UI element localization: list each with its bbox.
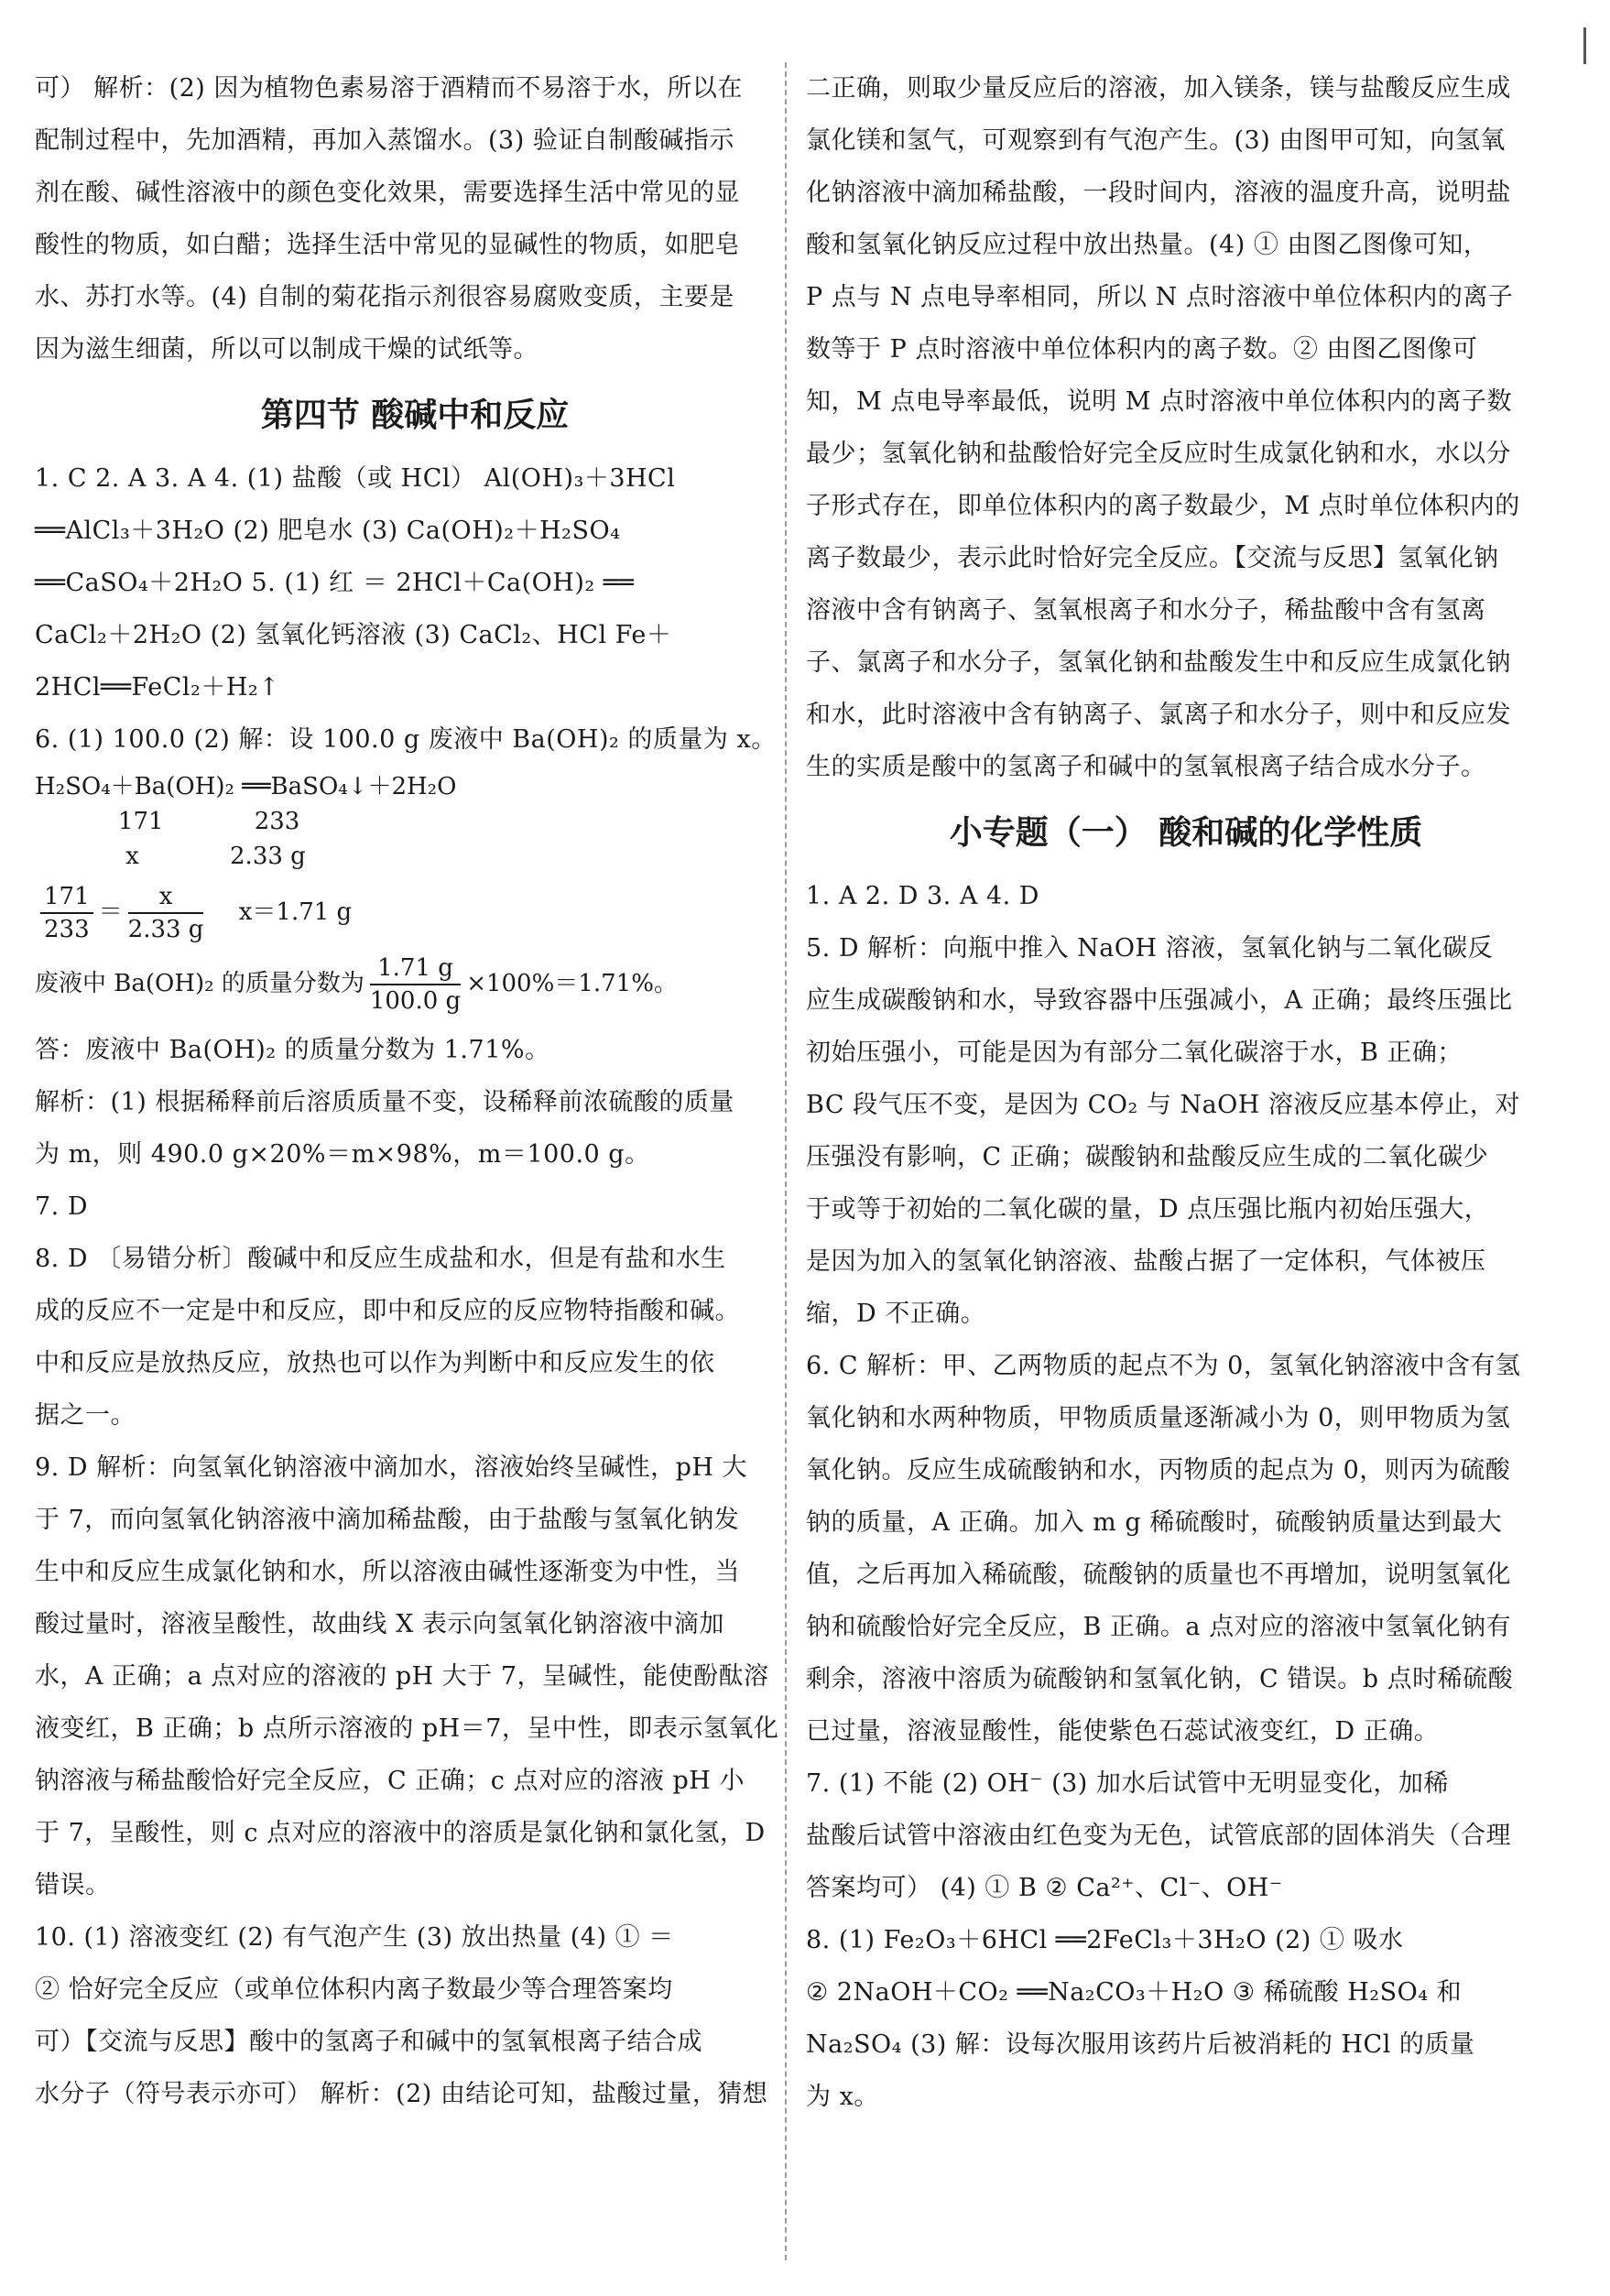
text-line: 1. A 2. D 3. A 4. D — [806, 882, 1039, 910]
text-line: 7. D — [35, 1192, 88, 1221]
text-line: 缩，D 不正确。 — [806, 1300, 986, 1328]
text-line: 值，之后再加入稀硫酸，硫酸钠的质量也不再增加，说明氢氧化 — [806, 1561, 1511, 1589]
fraction — [40, 881, 93, 945]
text-line: 2HCl══FeCl₂＋H₂↑ — [35, 673, 280, 702]
text-line: 10. (1) 溶液变红 (2) 有气泡产生 (3) 放出热量 (4) ① ＝ — [35, 1923, 674, 1952]
text-line: 剂在酸、碱性溶液中的颜色变化效果，需要选择生活中常见的显 — [35, 179, 740, 207]
text-line: CaCl₂＋2H₂O (2) 氢氧化钙溶液 (3) CaCl₂、HCl Fe＋ — [35, 621, 672, 649]
text-line: 钠溶液与稀盐酸恰好完全反应，C 正确；c 点对应的溶液 pH 小 — [35, 1767, 745, 1795]
text-line: 和水，此时溶液中含有钠离子、氯离子和水分子，则中和反应发 — [806, 701, 1511, 729]
text-line: 氯化镁和氢气，可观察到有气泡产生。(3) 由图甲可知，向氢氧 — [806, 126, 1506, 155]
text-line: 应生成碳酸钠和水，导致容器中压强减小，A 正确；最终压强比 — [806, 986, 1513, 1015]
text-line: 知，M 点电导率最低，说明 M 点时溶液中单位体积内的离子数 — [806, 387, 1513, 416]
text-line: 压强没有影响，C 正确；碳酸钠和盐酸反应生成的二氧化碳少 — [806, 1143, 1489, 1171]
text-line: 于 7，呈酸性，则 c 点对应的溶液中的溶质是氯化钠和氯化氢，D — [35, 1819, 766, 1847]
text-line: 初始压强小，可能是因为有部分二氧化碳溶于水，B 正确； — [806, 1039, 1463, 1067]
section-title: 小专题（一） 酸和碱的化学性质 — [949, 814, 1423, 852]
text-line: 8. (1) Fe₂O₃＋6HCl ══2FeCl₃＋3H₂O (2) ① 吸水 — [806, 1926, 1404, 1954]
text-line: ══CaSO₄＋2H₂O 5. (1) 红 ＝ 2HCl＋Ca(OH)₂ ══ — [35, 569, 635, 597]
text-line: 剩余，溶液中溶质为硫酸钠和氢氧化钠，C 错误。b 点时稀硫酸 — [806, 1665, 1514, 1693]
fraction — [128, 881, 204, 945]
text-line: 生的实质是酸中的氢离子和碱中的氢氧根离子结合成水分子。 — [806, 753, 1486, 781]
text-line: 是因为加入的氢氧化钠溶液、盐酸占据了一定体积，气体被压 — [806, 1247, 1486, 1276]
equation-line: 171 233 — [35, 808, 300, 835]
right-bottom-block — [806, 870, 1566, 2123]
text-line: BC 段气压不变，是因为 CO₂ 与 NaOH 溶液反应基本停止，对 — [806, 1091, 1520, 1119]
fraction-numerator: 171 — [40, 881, 93, 914]
fraction-denominator: 100.0 g — [369, 987, 462, 1015]
text-line: 最少；氢氧化钠和盐酸恰好完全反应时生成氯化钠和水，水以分 — [806, 440, 1511, 468]
text-line: 配制过程中，先加酒精，再加入蒸馏水。(3) 验证自制酸碱指示 — [35, 126, 734, 155]
text-line: 答案均可） (4) ① B ② Ca²⁺、Cl⁻、OH⁻ — [806, 1874, 1283, 1902]
chemical-equation — [35, 769, 795, 874]
text-line: 水，A 正确；a 点对应的溶液的 pH 大于 7，呈碱性，能使酚酞溶 — [35, 1662, 769, 1691]
fraction-denominator: 2.33 g — [127, 916, 204, 943]
text-line: 酸性的物质，如白醋；选择生活中常见的显碱性的物质，如肥皂 — [35, 231, 740, 259]
answers-block — [35, 452, 795, 766]
equation-line: x 2.33 g — [35, 843, 306, 870]
text-line: 6. (1) 100.0 (2) 解：设 100.0 g 废液中 Ba(OH)₂ 的质量为 x。 — [35, 725, 777, 754]
text-line: 9. D 解析：向氢氧化钠溶液中滴加水，溶液始终呈碱性，pH 大 — [35, 1453, 747, 1482]
mass-fraction-suffix: ×100%＝1.71%。 — [466, 970, 678, 997]
text-line: 液变红，B 正确；b 点所示溶液的 pH＝7，呈中性，即表示氢氧化 — [35, 1714, 779, 1743]
text-line: 酸和氢氧化钠反应过程中放出热量。(4) ① 由图乙图像可知， — [806, 231, 1489, 259]
text-line: 数等于 P 点时溶液中单位体积内的离子数。② 由图乙图像可 — [806, 335, 1478, 364]
text-line: 化钠溶液中滴加稀盐酸，一段时间内，溶液的温度升高，说明盐 — [806, 179, 1511, 207]
left-column — [35, 62, 795, 2120]
text-line: 二正确，则取少量反应后的溶液，加入镁条，镁与盐酸反应生成 — [806, 74, 1511, 103]
text-line: 可） 解析：(2) 因为植物色素易溶于酒精而不易溶于水，所以在 — [35, 74, 743, 103]
answers-block-2 — [35, 1024, 795, 2120]
text-line: 酸过量时，溶液呈酸性，故曲线 X 表示向氢氧化钠溶液中滴加 — [35, 1610, 724, 1638]
text-line: P 点与 N 点电导率相同，所以 N 点时溶液中单位体积内的离子 — [806, 283, 1514, 311]
text-line: 子形式存在，即单位体积内的离子数最少，M 点时单位体积内的 — [806, 492, 1520, 520]
text-line: 5. D 解析：向瓶中推入 NaOH 溶液，氢氧化钠与二氧化碳反 — [806, 934, 1494, 963]
text-line: 为 m，则 490.0 g×20%＝m×98%，m＝100.0 g。 — [35, 1140, 650, 1169]
text-line: 子、氯离子和水分子，氢氧化钠和盐酸发生中和反应生成氯化钠 — [806, 648, 1511, 677]
text-line: 因为滋生细菌，所以可以制成干燥的试纸等。 — [35, 335, 538, 364]
text-line: 水分子（符号表示亦可） 解析：(2) 由结论可知，盐酸过量，猜想 — [35, 2080, 768, 2108]
left-top-block — [35, 62, 795, 375]
proportion-line: $\frac{171}{233}$ ＝ $\frac{x}{2.33 g}$ x＝1.71 g — [35, 881, 795, 945]
text-line: 中和反应是放热反应，放热也可以作为判断中和反应发生的依 — [35, 1349, 715, 1377]
right-column — [806, 62, 1566, 2123]
text-line: 1. C 2. A 3. A 4. (1) 盐酸（或 HCl） Al(OH)₃＋3HCl — [35, 464, 676, 493]
text-line: 生中和反应生成氯化钠和水，所以溶液由碱性逐渐变为中性，当 — [35, 1558, 740, 1586]
text-line: Na₂SO₄ (3) 解：设每次服用该药片后被消耗的 HCl 的质量 — [806, 2030, 1475, 2059]
fraction — [370, 952, 461, 1017]
text-line: 钠和硫酸恰好完全反应，B 正确。a 点对应的溶液中氢氧化钠有 — [806, 1613, 1512, 1641]
page-edge-mark — [1583, 27, 1586, 64]
text-line: 答：废液中 Ba(OH)₂ 的质量分数为 1.71%。 — [35, 1036, 550, 1064]
text-line: ② 恰好完全反应（或单位体积内离子数最少等合理答案均 — [35, 1975, 673, 2004]
fraction-denominator: 233 — [44, 916, 90, 943]
proportion-result: x＝1.71 g — [238, 898, 353, 926]
text-line: 于或等于初始的二氧化碳的量，D 点压强比瓶内初始压强大， — [806, 1195, 1490, 1224]
text-line: ② 2NaOH＋CO₂ ══Na₂CO₃＋H₂O ③ 稀硫酸 H₂SO₄ 和 — [806, 1978, 1463, 2007]
fraction-numerator: 1.71 g — [370, 952, 461, 985]
text-line: 8. D 〔易错分析〕酸碱中和反应生成盐和水，但是有盐和水生 — [35, 1245, 726, 1273]
text-line: 氧化钠和水两种物质，甲物质质量逐渐减小为 0，则甲物质为氢 — [806, 1404, 1511, 1432]
text-line: 为 x。 — [806, 2083, 879, 2111]
text-line: 溶液中含有钠离子、氢氧根离子和水分子，稀盐酸中含有氢离 — [806, 596, 1486, 625]
text-line: 氧化钠。反应生成硫酸钠和水，丙物质的起点为 0，则丙为硫酸 — [806, 1456, 1511, 1485]
text-line: 6. C 解析：甲、乙两物质的起点不为 0，氢氧化钠溶液中含有氢 — [806, 1352, 1521, 1380]
fraction-numerator: x — [128, 881, 204, 914]
text-line: 于 7，而向氢氧化钠溶液中滴加稀盐酸，由于盐酸与氢氧化钠发 — [35, 1506, 740, 1534]
text-line: 错误。 — [35, 1871, 111, 1899]
section-title: 第四节 酸碱中和反应 — [260, 397, 570, 434]
equation-line: H₂SO₄＋Ba(OH)₂ ══BaSO₄↓＋2H₂O — [35, 773, 457, 800]
text-line: 成的反应不一定是中和反应，即中和反应的反应物特指酸和碱。 — [35, 1297, 740, 1325]
text-line: 钠的质量，A 正确。加入 m g 稀硫酸时，硫酸钠质量达到最大 — [806, 1508, 1503, 1537]
text-line: ══AlCl₃＋3H₂O (2) 肥皂水 (3) Ca(OH)₂＋H₂SO₄ — [35, 517, 621, 545]
right-top-block — [806, 62, 1566, 793]
text-line: 据之一。 — [35, 1401, 136, 1430]
text-line: 离子数最少，表示此时恰好完全反应。【交流与反思】氢氧化钠 — [806, 544, 1499, 572]
mass-fraction-prefix: 废液中 Ba(OH)₂ 的质量分数为 — [35, 970, 364, 997]
text-line: 7. (1) 不能 (2) OH⁻ (3) 加水后试管中无明显变化，加稀 — [806, 1769, 1449, 1798]
text-line: 水、苏打水等。(4) 自制的菊花指示剂很容易腐败变质，主要是 — [35, 283, 734, 311]
text-line: 盐酸后试管中溶液由红色变为无色，试管底部的固体消失（合理 — [806, 1822, 1511, 1850]
text-line: 已过量，溶液显酸性，能使紫色石蕊试液变红，D 正确。 — [806, 1717, 1440, 1746]
mass-fraction-line — [35, 952, 795, 1017]
text-line: 解析：(1) 根据稀释前后溶质质量不变，设稀释前浓硫酸的质量 — [35, 1088, 734, 1116]
text-line: 可）【交流与反思】酸中的氢离子和碱中的氢氧根离子结合成 — [35, 2028, 702, 2056]
